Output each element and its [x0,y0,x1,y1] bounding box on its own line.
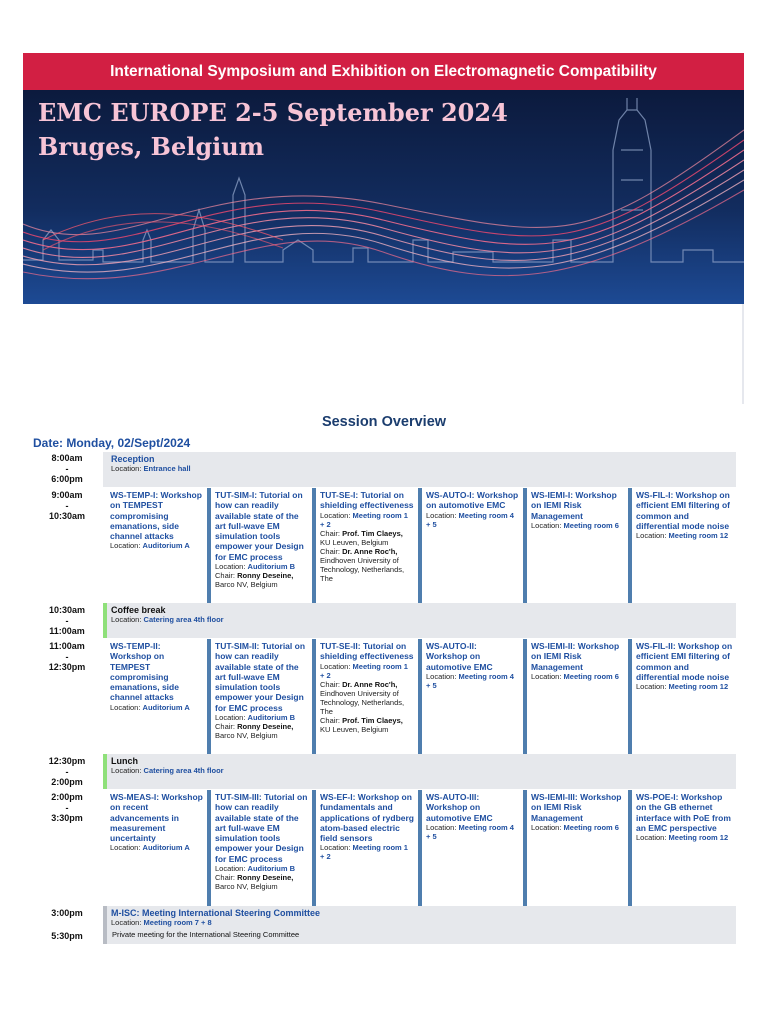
location-label: Location: [215,713,246,723]
time-range [29,641,105,673]
location-link[interactable]: Catering area 4th floor [143,766,224,775]
session-title: Lunch [111,756,138,766]
location-label: Location: [111,464,142,473]
time-end: 5:30pm [51,931,83,941]
chair-affiliation: KU Leuven, Belgium [320,724,389,734]
session-chair [215,873,308,891]
time-separator: - [65,463,69,474]
location-label: Location: [320,843,351,853]
banner-subtitle: International Symposium and Exhibition on Electromagnetic Compatibility [23,53,744,90]
session-location [111,766,224,775]
session-coffee-break [103,603,736,638]
chair-name: Ronny Deseine, [237,571,294,581]
session-location [110,541,203,550]
time-end: 3:30pm [51,813,83,823]
session-chair [215,722,308,740]
session-title-link[interactable]: WS-FIL-II: Workshop on efficient EMI filtering of common and differential mode noise [636,641,733,682]
location-label: Location: [426,822,457,832]
location-link[interactable]: Auditorium A [142,702,190,712]
chair-label: Chair: [320,679,341,689]
session-title-link[interactable]: TUT-SE-I: Tutorial on shielding effectiveness [320,490,414,511]
session-title-link[interactable]: WS-IEMI-II: Workshop on IEMI Risk Management [531,641,620,672]
session-location [426,672,519,690]
location-link[interactable]: Meeting room 7 + 8 [143,918,212,927]
meeting-marker [103,906,107,944]
time-start: 12:30pm [48,756,86,766]
session-lunch [103,754,736,789]
chair-name: Prof. Tim Claeys, [342,715,403,725]
location-label: Location: [110,702,141,712]
location-link[interactable]: Auditorium B [247,713,296,723]
location-label: Location: [531,520,562,530]
location-link[interactable]: Meeting room 12 [668,682,729,692]
session-title-link[interactable]: WS-AUTO-III: Workshop on automotive EMC [426,792,493,823]
location-link[interactable]: Entrance hall [143,464,191,473]
session-location [320,662,414,680]
location-link[interactable]: Catering area 4th floor [143,615,224,624]
session-location [215,864,308,873]
session-note: Private meeting for the International Steering Committee [112,930,300,939]
chair-name: Ronny Deseine, [237,722,294,732]
session-location [636,833,733,842]
chair-affiliation: Eindhoven University of Technology, Netherlands, The [320,688,405,716]
chair-affiliation: Barco NV, Belgium [215,882,278,892]
chair-affiliation: Barco NV, Belgium [215,731,278,741]
location-link[interactable]: Meeting room 12 [668,531,729,541]
session-steering-committee [103,906,736,944]
location-label: Location: [636,531,667,541]
session-location [426,823,519,841]
session-location [636,531,733,540]
session-cell [211,639,316,754]
session-cell [106,488,211,603]
location-label: Location: [111,766,142,775]
time-range [29,605,105,637]
session-location [110,703,203,712]
session-cell [106,790,211,906]
chair-label: Chair: [215,722,236,732]
location-label: Location: [320,510,351,520]
time-start: 9:00am [51,490,83,500]
page-title: Session Overview [321,414,447,430]
location-label: Location: [110,541,141,551]
session-location [215,713,308,722]
session-chair [320,716,414,734]
session-cell [211,790,316,906]
session-location [110,843,203,852]
session-location [111,615,224,624]
session-location [531,823,624,832]
session-cell [316,790,422,906]
time-end: 12:30pm [48,662,86,672]
banner-location: Bruges, Belgium [38,132,265,161]
session-title: Coffee break [111,605,166,615]
location-link[interactable]: Auditorium A [142,843,190,853]
session-cell [632,488,737,603]
time-end: 10:30am [48,511,86,521]
location-label: Location: [531,671,562,681]
location-link[interactable]: Auditorium B [247,864,296,874]
chair-label: Chair: [320,715,341,725]
chair-name: Dr. Anne Roc'h, [342,546,398,556]
location-link[interactable]: Auditorium B [247,562,296,572]
location-label: Location: [426,671,457,681]
session-title-link[interactable]: Reception [111,454,155,464]
location-link[interactable]: Meeting room 4 + 5 [426,822,514,841]
chair-affiliation: KU Leuven, Belgium [320,537,389,547]
location-link[interactable]: Meeting room 1 + 2 [320,843,408,862]
chair-label: Chair: [215,571,236,581]
break-marker [103,603,107,638]
session-location [636,682,733,691]
location-link[interactable]: Meeting room 4 + 5 [426,510,514,529]
time-range [29,490,105,522]
session-title-link[interactable]: TUT-SIM-II: Tutorial on how can readily available state of the art full-wave EM simulation tools empower your Design for EMC process [215,641,306,713]
time-end: 2:00pm [51,777,83,787]
session-chair [320,547,414,583]
session-location [426,511,519,529]
session-title-link[interactable]: WS-EF-I: Workshop on fundamentals and applications of rydberg atom-based electric field sensors [320,792,414,844]
banner-main [23,90,744,304]
session-cell [422,639,527,754]
time-separator: - [65,919,69,930]
session-location [531,672,624,681]
location-link[interactable]: Meeting room 6 [563,520,619,530]
time-start: 3:00pm [51,908,83,918]
session-location [320,511,414,529]
location-label: Location: [111,918,142,927]
location-label: Location: [110,843,141,853]
location-link[interactable]: Meeting room 6 [563,822,619,832]
banner-title: EMC EUROPE 2-5 September 2024 [38,98,508,127]
session-location [111,918,212,927]
location-label: Location: [531,822,562,832]
session-location [531,521,624,530]
time-start: 8:00am [51,453,83,463]
location-label: Location: [320,661,351,671]
session-cell [422,790,527,906]
session-chair [320,680,414,716]
time-range [29,756,105,788]
session-cell [316,488,422,603]
time-start: 2:00pm [51,792,83,802]
session-cell [106,639,211,754]
time-end: 6:00pm [51,474,83,484]
session-title-link[interactable]: WS-TEMP-II: Workshop on TEMPEST compromising emanations, side channel attacks [110,641,179,703]
session-cell [211,488,316,603]
time-separator: - [65,651,69,662]
session-title-link[interactable]: TUT-SIM-I: Tutorial on how can readily available state of the art full-wave EM simulation tools empower your Design for EMC process [215,490,304,562]
session-cell [527,790,632,906]
session-chair [320,529,414,547]
session-title-link[interactable]: WS-FIL-I: Workshop on efficient EMI filtering of common and differential mode noise [636,490,730,531]
chair-name: Dr. Anne Roc'h, [342,679,398,689]
time-range [29,453,105,485]
location-link[interactable]: Meeting room 4 + 5 [426,671,514,690]
chair-label: Chair: [215,873,236,883]
time-range [29,792,105,824]
location-label: Location: [426,510,457,520]
session-cell [422,488,527,603]
chair-label: Chair: [320,546,341,556]
chair-affiliation: Eindhoven University of Technology, Netherlands, The [320,555,405,583]
session-reception [103,452,736,487]
time-range [29,908,105,943]
time-end: 11:00am [49,626,85,636]
chair-label: Chair: [320,528,341,538]
time-separator: - [65,802,69,813]
time-start: 11:00am [49,641,85,651]
location-label: Location: [215,562,246,572]
session-title-link[interactable]: WS-POE-I: Workshop on the GB ethernet interface with PoE from an EMC perspective [636,792,731,833]
session-cell [632,790,737,906]
chair-affiliation: Barco NV, Belgium [215,580,278,590]
session-cell [316,639,422,754]
session-title-link[interactable]: WS-IEMI-I: Workshop on IEMI Risk Management [531,490,617,521]
session-chair [215,571,308,589]
break-marker [103,754,107,789]
location-label: Location: [215,864,246,874]
session-cell [632,639,737,754]
location-label: Location: [111,615,142,624]
time-separator: - [65,500,69,511]
location-link[interactable]: Auditorium A [142,541,190,551]
time-separator: - [65,615,69,626]
time-separator: - [65,766,69,777]
chair-name: Prof. Tim Claeys, [342,528,403,538]
location-link[interactable]: Meeting room 6 [563,671,619,681]
conference-banner [23,53,744,304]
session-title-link[interactable]: M-ISC: Meeting International Steering Committee [111,908,321,918]
location-label: Location: [636,682,667,692]
page-edge-divider [742,304,744,404]
time-start: 10:30am [48,605,86,615]
session-cell [527,639,632,754]
session-title-link[interactable]: WS-IEMI-III: Workshop on IEMI Risk Management [531,792,622,823]
session-title-link[interactable]: WS-TEMP-I: Workshop on TEMPEST compromising emanations, side channel attacks [110,490,202,542]
chair-name: Ronny Deseine, [237,873,294,883]
session-title-link[interactable]: TUT-SE-II: Tutorial on shielding effectiveness [320,641,414,662]
session-location [320,843,414,861]
session-title-link[interactable]: TUT-SIM-III: Tutorial on how can readily available state of the art full-wave EM simulation tools empower your Design for EMC process [215,792,308,864]
location-link[interactable]: Meeting room 12 [668,833,729,843]
location-link[interactable]: Meeting room 1 + 2 [320,661,408,680]
session-location [111,464,191,473]
session-cell [527,488,632,603]
session-title-link[interactable]: WS-AUTO-II: Workshop on automotive EMC [426,641,493,672]
date-heading: Date: Monday, 02/Sept/2024 [33,436,191,450]
session-title-link[interactable]: WS-MEAS-I: Workshop on recent advancements in measurement uncertainty [110,792,203,844]
session-location [215,562,308,571]
session-title-link[interactable]: WS-AUTO-I: Workshop on automotive EMC [426,490,519,511]
location-link[interactable]: Meeting room 1 + 2 [320,510,408,529]
location-label: Location: [636,833,667,843]
